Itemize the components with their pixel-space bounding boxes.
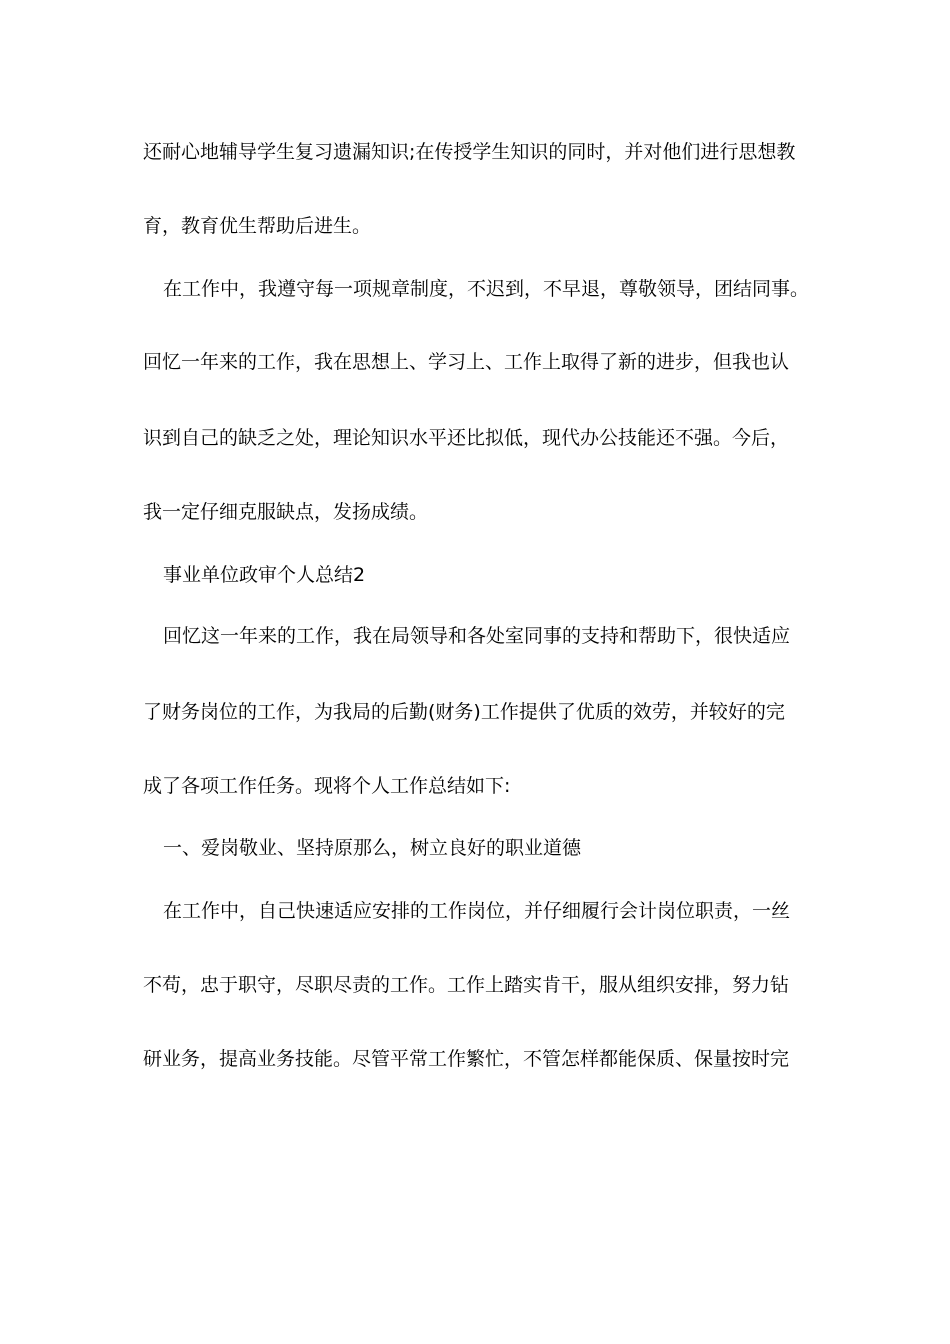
text-line-8: 回忆这一年来的工作，我在局领导和各处室同事的支持和帮助下，很快适应 <box>163 625 791 647</box>
text-line-6: 我一定仔细克服缺点，发扬成绩。 <box>143 501 429 523</box>
text-line-12: 在工作中，自己快速适应安排的工作岗位，并仔细履行会计岗位职责，一丝 <box>163 900 791 922</box>
text-line-9: 了财务岗位的工作，为我局的后勤(财务)工作提供了优质的效劳，并较好的完 <box>143 701 785 723</box>
text-line-1: 还耐心地辅导学生复习遗漏知识;在传授学生知识的同时，并对他们进行思想教 <box>143 141 796 163</box>
text-line-4: 回忆一年来的工作，我在思想上、学习上、工作上取得了新的进步，但我也认 <box>143 351 790 373</box>
text-line-5: 识到自己的缺乏之处，理论知识水平还比拟低，现代办公技能还不强。今后， <box>143 427 790 449</box>
text-line-14: 研业务，提高业务技能。尽管平常工作繁忙，不管怎样都能保质、保量按时完 <box>143 1048 790 1070</box>
text-line-3: 在工作中，我遵守每一项规章制度，不迟到，不早退，尊敬领导，团结同事。 <box>163 278 810 300</box>
text-line-10: 成了各项工作任务。现将个人工作总结如下: <box>143 775 511 797</box>
section-heading: 事业单位政审个人总结2 <box>163 564 366 586</box>
text-line-2: 育，教育优生帮助后进生。 <box>143 215 372 237</box>
subsection-heading: 一、爱岗敬业、坚持原那么，树立良好的职业道德 <box>163 837 582 859</box>
text-line-13: 不苟，忠于职守，尽职尽责的工作。工作上踏实肯干，服从组织安排，努力钻 <box>143 974 790 996</box>
